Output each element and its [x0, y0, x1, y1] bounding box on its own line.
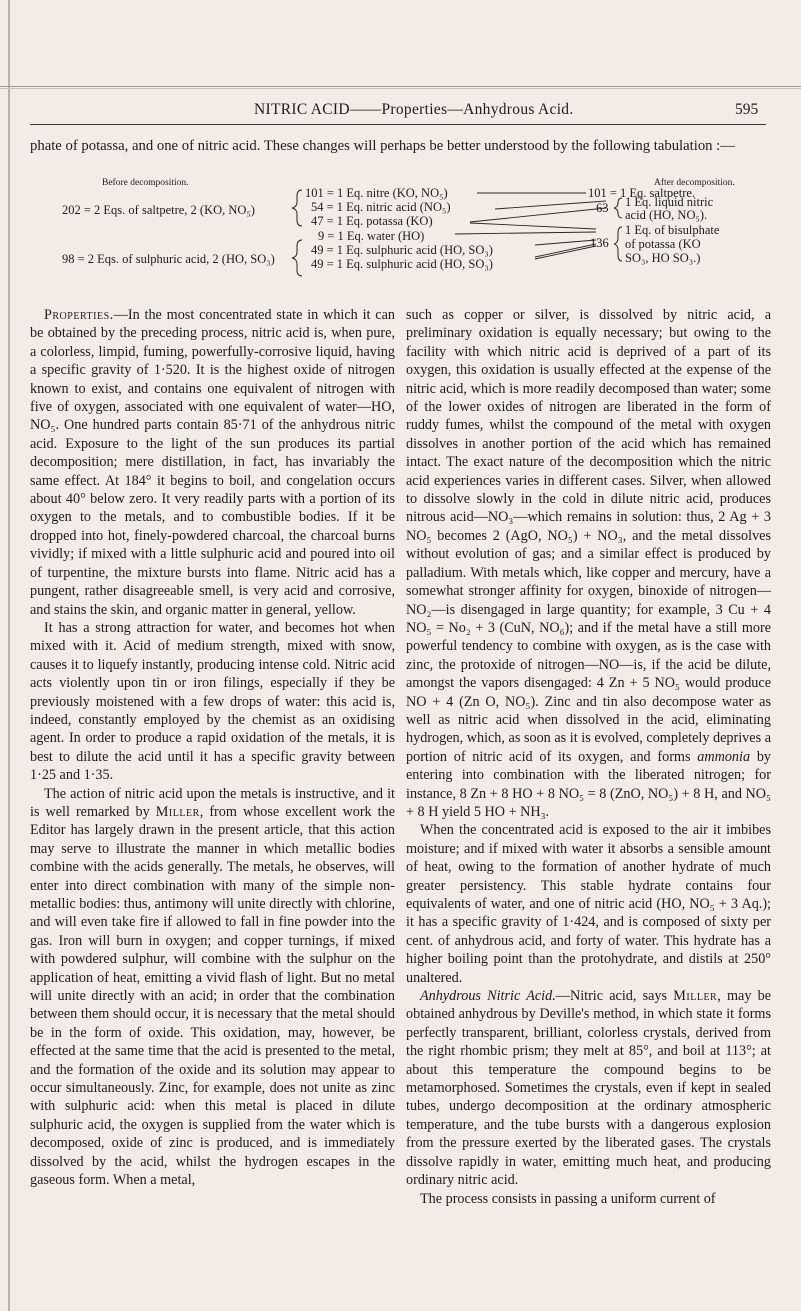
- process-paragraph: The process consists in passing a uniform current of: [420, 1190, 716, 1207]
- author-name-miller: Miller: [155, 803, 200, 820]
- left-column: [30, 306, 395, 1190]
- anhydrous-pre: —Nitric acid, says: [555, 988, 674, 1005]
- anhydrous-paragraph: [406, 987, 771, 1189]
- after-row-bisulphate-line1: 1 Eq. of bisulphate: [625, 223, 720, 237]
- author-name-miller-2: Miller: [673, 988, 718, 1005]
- properties-paragraph: [30, 306, 395, 619]
- middle-row-5: [311, 243, 493, 258]
- after-row-nitric-line2: acid (HO, NO₅).: [625, 208, 708, 222]
- after-row-bisulphate-line2: of potassa (KO: [625, 237, 701, 251]
- after-row-saltpetre: 101 = 1 Eq. saltpetre.: [588, 186, 696, 200]
- middle-row-2-desc: = 1 Eq. nitric acid (NO₅): [326, 200, 451, 214]
- middle-row-5-desc: = 1 Eq. sulphuric acid (HO, SO₃): [326, 243, 493, 257]
- author-name-deville: Deville's: [539, 1006, 590, 1023]
- intro-text: phate of potassa, and one of nitric acid. These changes will perhaps be better understood by the following tabulation :—: [30, 138, 735, 154]
- page-number: 595: [735, 101, 759, 118]
- middle-row-1: [305, 186, 448, 201]
- after-row-bisulphate-num: 136: [590, 236, 609, 250]
- middle-row-1-desc: = 1 Eq. nitre (KO, NO₅): [326, 186, 448, 200]
- middle-row-3-desc: = 1 Eq. potassa (KO): [326, 214, 433, 228]
- ammonia-term: ammonia: [697, 748, 751, 765]
- before-label: Before decomposition.: [102, 178, 189, 188]
- water-attraction-paragraph: It has a strong attraction for water, and becomes hot when mixed with it. Acid of medium strength, mixed with snow, causes it to liquefy instantly, producing intense cold. Nitric acid acts violently upon tin or iron filings, especially if they be previously moistened with a few drops of water: this acid is, indeed, constantly employed by the chemist as an oxidising agent. In order to produce a rapid oxidation of the metals, it is best to dilute the acid until it has a specific gravity between 1·25 and 1·35.: [30, 619, 395, 784]
- middle-row-5-num: 49: [311, 243, 324, 257]
- anhydrous-mid: , may be obtained anhydrous by: [406, 988, 772, 1023]
- continuation-paragraph: [406, 306, 771, 821]
- left-group-sulphuric: 98 = 2 Eqs. of sulphuric acid, 2 (HO, SO₃): [62, 252, 275, 266]
- middle-row-3-num: 47: [311, 214, 324, 228]
- continuation-tail: by entering into combination with the liberated nitrogen; for instance, 8 Zn + 8 HO + 8 NO₅ = 8 (ZnO, NO₅) + 8 H, and NO₅ + 8 H yield 5 HO + NH₃.: [406, 748, 771, 820]
- after-row-nitric-num: 63: [596, 201, 609, 215]
- header-title: NITRIC ACID——Properties—Anhydrous Acid.: [254, 101, 574, 118]
- properties-heading: Properties.: [44, 307, 114, 323]
- metals-action-pre: The action of nitric acid upon the metals is instructive, and it is well remarked by: [30, 785, 395, 820]
- middle-row-1-num: 101: [305, 186, 324, 200]
- anhydrous-text: method, in which state it forms perfectly transparent, brilliant, colorless crystals, derived from the right rhombic prism; they melt at 85°, and boil at 113°; at about this temperature the compound begins to be metamorphosed. Sometimes the crystals, even if kept in sealed tubes, undergo decomposition at the ordinary atmospheric temperature, and the tube bursts with a dangerous explosion from the pressure exerted by the liberated gases. The crystals dissolve rapidly in water, emitting much heat, and producing ordinary nitric acid.: [406, 1006, 771, 1189]
- middle-row-6-desc: = 1 Eq. sulphuric acid (HO, SO₃): [326, 257, 493, 271]
- left-group-saltpetre: 202 = 2 Eqs. of saltpetre, 2 (KO, NO₅): [62, 203, 255, 217]
- middle-row-2: [311, 200, 451, 215]
- middle-row-4: [318, 229, 424, 244]
- middle-row-4-desc: = 1 Eq. water (HO): [327, 229, 425, 243]
- middle-row-6-num: 49: [311, 257, 324, 271]
- after-row-nitric-line1: 1 Eq. liquid nitric: [625, 195, 714, 209]
- metals-action-text: , from whose excellent work the Editor has largely drawn in the present article, that this action may serve to illustrate the manner in which metallic bodies combine with the acids generally. The metals, he observes, will enter into direct combination with many of the simple non-metallic bodies: thus, antimony will unite directly with chlorine, and will even take fire if allowed to fall in fine powder into the gas. Iron will burn in oxygen; and copper turnings, if mixed with powdered sulphur, will combine with the sulphur on the application of heat, emitting a vivid flash of light. But no metal will unite directly with an acid; in order that the combination between them should occur, it is necessary that the metal should be in the form of oxide. This oxidation, may, however, be effected at the same time that the acid is presented to the metal, and the formation of the oxide and its solution may appear to occur simultaneously. Zinc, for example, does not unite as zinc with sulphuric acid: when this metal is placed in dilute sulphuric acid, the oxygen is supplied from the water which is decomposed, oxide of zinc is produced, and is immediately dissolved by the acid, whilst the hydrogen escapes in the gaseous form. When a metal,: [30, 803, 396, 1189]
- continuation-text: such as copper or silver, is dissolved by nitric acid, a preliminary oxidation is equally necessary; but owing to the facility with which nitric acid is deprived of a part of its oxygen, this oxidation is usually effected at the expense of the nitric acid, which is more readily decomposed than water; some of the lower oxides of nitrogen are liberated in the form of ruddy fumes, whilst the compound of the metal with oxygen dissolves in another portion of the acid which has remained intact. The exact nature of the decomposition which the nitric acid experiences varies in different cases. Silver, when allowed to dissolve slowly in the cold in dilute nitric acid, produces nitrous acid—NO₃—which remains in solution: thus, 2 Ag + 3 NO₅ becomes 2 (AgO, NO₅) + NO₃, and the metal dissolves without evolution of gas; and a similar effect is produced by palladium. With metals which, like copper and mercury, have a somewhat stronger affinity for oxygen, binoxide of nitrogen—NO₂—is disengaged in large quantity; for example, 3 Cu + 4 NO₅ = No₂ + 3 (CuN, NO₆); and if the metal have a still more powerful tendency to combine with oxygen, as is the case with zinc, the protoxide of nitrogen—NO—is, if the acid be dilute, amongst the vapors disengaged: 4 Zn + 5 NO₅ would produce NO + 4 (Zn O, NO₅). Zinc and tin also decompose water as well as nitric acid when dissolved in the acid, eliminating hydrogen, which, as soon as it is evolved, completely deprives a portion of nitric acid of its oxygen, and forms: [406, 307, 771, 765]
- properties-text: —In the most concentrated state in which it can be obtained by the preceding process, nitric acid is, when pure, a colorless, limpid, fuming, powerfully-corrosive liquid, having a specific gravity of 1·520. It is the highest oxide of nitrogen known to exist, and contains one equivalent of nitrogen with five of oxygen, associated with one equivalent of water—HO, NO₅. One hundred parts contain 85·71 of the anhydrous nitric acid. Exposure to the light of the sun produces its partial decomposition; mere distillation, in fact, has invariably the same effect. At 184° it begins to boil, and congelation occurs about 40° below zero. It very readily parts with a portion of its oxygen to the metals, and to combustible bodies. If it be dropped into hot, finely-powdered charcoal, the charcoal burns vividly; if mixed with a little sulphuric acid and poured into oil of turpentine, the mixture bursts into flame. Nitric acid has a pungent, rather disagreeable smell, is very acid and corrosive, and stains the skin, and organic matter in general, yellow.: [30, 307, 395, 618]
- hydrate-paragraph: When the concentrated acid is exposed to the air it imbibes moisture; and if mixed with water it absorbs a sensible amount of heat, owing to the formation of another hydrate of much greater persistency. This stable hydrate contains four equivalents of water, and one of nitric acid (HO, NO₅ + 3 Aq.); it has a specific gravity of 1·424, and is composed of sixty per cent. of anhydrous acid, and forty of water. This hydrate has a higher boiling point than the protohydrate, and distils at 250° unaltered.: [406, 822, 771, 986]
- after-row-bisulphate-line3: SO₃, HO SO₃.): [625, 251, 701, 265]
- middle-row-6: [311, 257, 493, 272]
- middle-row-4-num: 9: [318, 229, 325, 243]
- after-label: After decomposition.: [654, 178, 735, 188]
- middle-row-2-num: 54: [311, 200, 324, 214]
- middle-row-3: [311, 214, 433, 229]
- right-column: [406, 306, 771, 1208]
- anhydrous-heading: Anhydrous Nitric Acid.: [420, 988, 556, 1005]
- metals-action-paragraph: [30, 785, 395, 1190]
